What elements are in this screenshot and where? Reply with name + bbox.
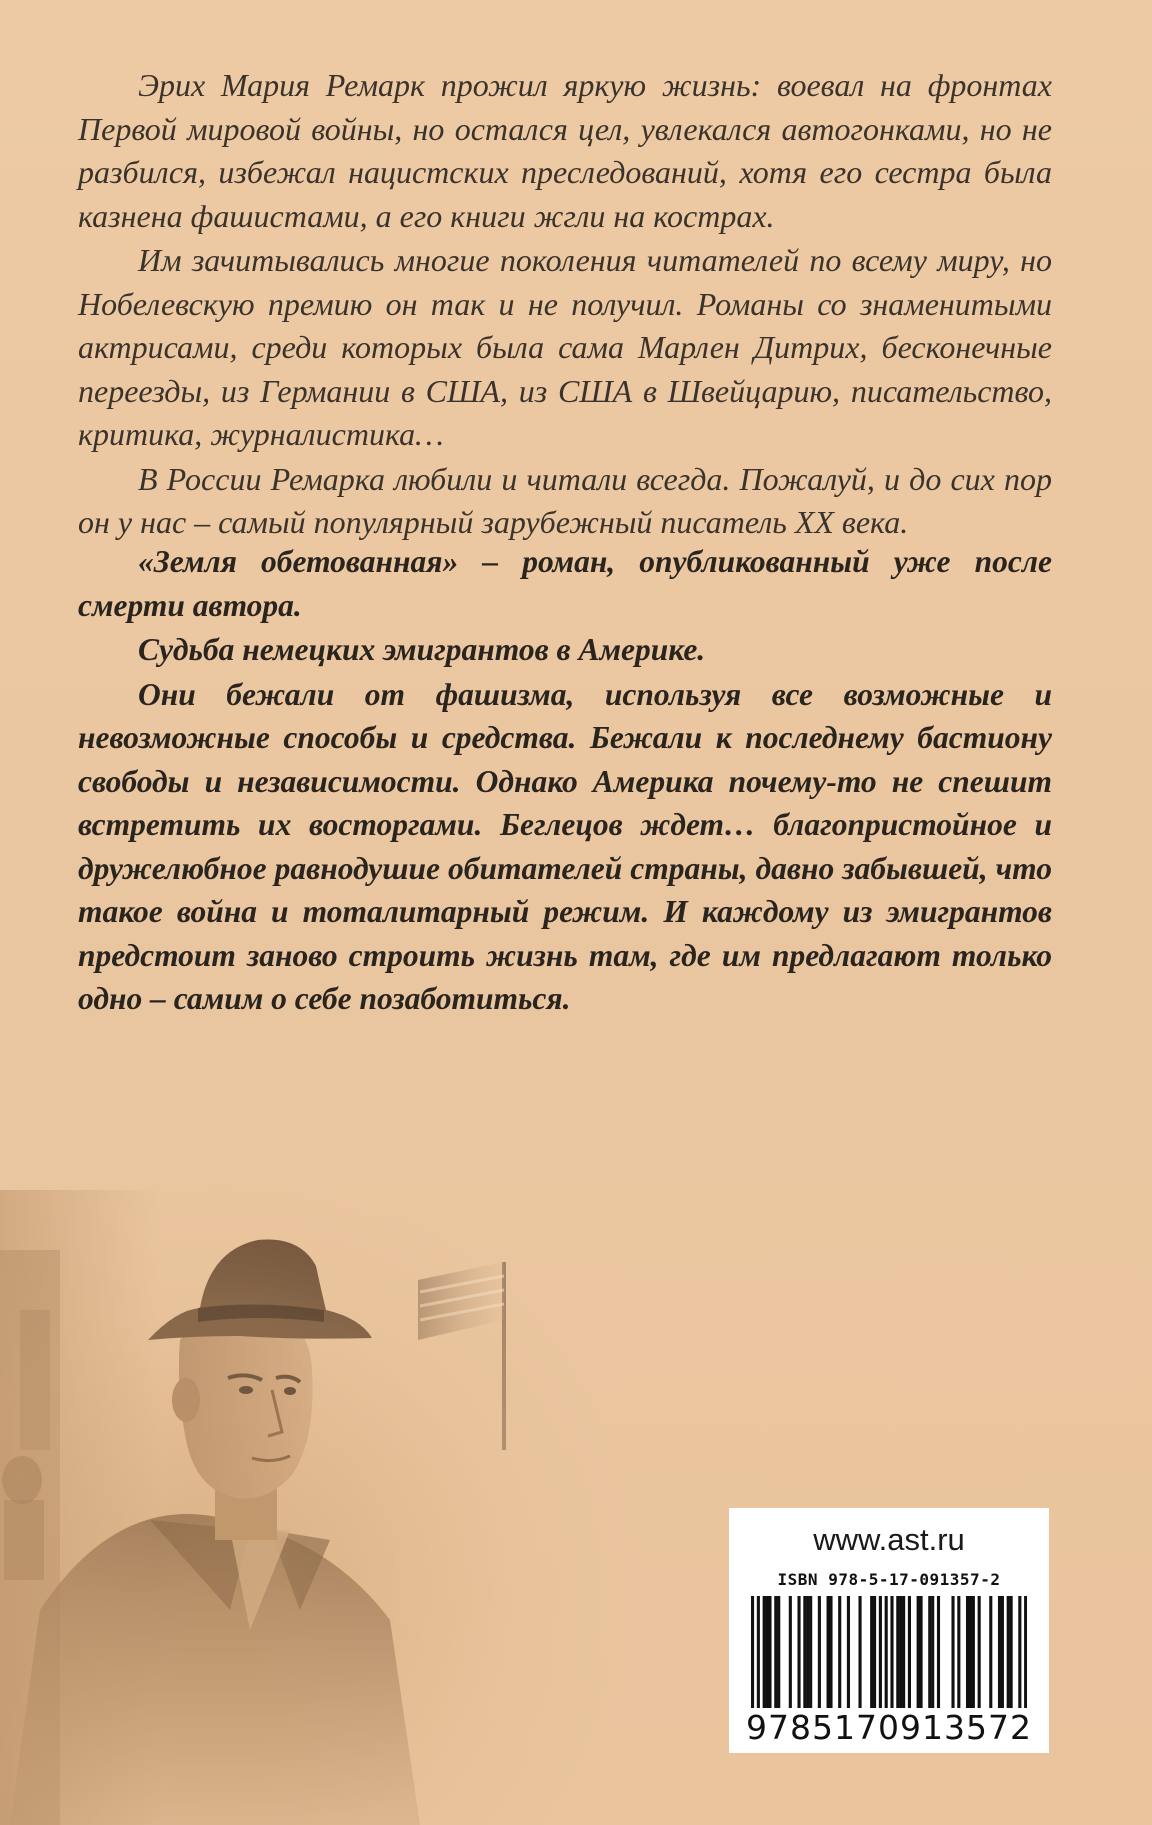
summary-paragraph: Судьба немецких эмигрантов в Америке.	[138, 632, 706, 667]
barcode-bar	[969, 1596, 972, 1716]
barcode-bar	[818, 1596, 821, 1716]
barcode-bar	[920, 1596, 923, 1716]
barcode-bar	[789, 1596, 792, 1716]
barcode-bar	[751, 1596, 754, 1716]
barcode-bar	[890, 1596, 893, 1716]
isbn-text: ISBN 978-5-17-091357-2	[777, 1570, 1001, 1589]
bio-paragraph: Им зачитывались многие поколения читателей по всему миру, но Нобелевскую премию он так и не получил. Романы со знаменитыми актрисами, среди которых была сама Марлен Дитрих, бесконечные переезды, из Германии в США, из США в Швейцарию, писательство, критика, журналистика…	[78, 242, 1052, 452]
barcode-bar	[899, 1596, 902, 1716]
barcode-bar	[797, 1596, 800, 1716]
barcode-bar	[774, 1596, 777, 1716]
barcode-bar	[917, 1596, 920, 1716]
barcode-bar	[957, 1596, 960, 1716]
barcode-bar	[768, 1596, 771, 1716]
bio-paragraph: Эрих Мария Ремарк прожил яркую жизнь: воевал на фронтах Первой мировой войны, но остался цел, увлекался автогонками, но не разбился, избежал нацистских преследований, хотя его сестра была казнена фашистами, а его книги жгли на кострах.	[78, 67, 1052, 234]
barcode-bar	[873, 1596, 876, 1716]
barcode-bar	[809, 1596, 812, 1716]
barcode-bar	[803, 1596, 806, 1716]
barcode-bar	[766, 1596, 769, 1716]
barcode-bar	[951, 1596, 954, 1716]
barcode-bar	[937, 1596, 940, 1716]
barcode-bar	[885, 1596, 888, 1716]
publisher-website: www.ast.ru	[813, 1522, 965, 1557]
barcode-bar	[1001, 1596, 1004, 1716]
barcode-bar	[757, 1596, 760, 1716]
barcode-bar	[829, 1596, 832, 1716]
book-summary	[78, 540, 1052, 1022]
barcode-bar	[928, 1596, 931, 1716]
barcode-bar	[902, 1596, 905, 1716]
barcode-bar	[978, 1596, 981, 1716]
barcode-bar	[763, 1596, 766, 1716]
barcode-bar	[806, 1596, 809, 1716]
barcode-bar	[966, 1596, 969, 1716]
author-biography	[78, 64, 1052, 546]
barcode-bar	[989, 1596, 992, 1716]
barcode-bar	[972, 1596, 975, 1716]
barcode-bar	[777, 1596, 780, 1716]
barcode-bar	[838, 1596, 841, 1716]
barcode-bar	[1018, 1596, 1021, 1716]
author-photo	[0, 1190, 700, 1825]
summary-paragraph: «Земля обетованная» – роман, опубликованный уже после смерти автора.	[78, 544, 1052, 623]
barcode-bar	[908, 1596, 911, 1716]
photo-left-shadow	[0, 1190, 160, 1825]
barcode-bar	[879, 1596, 882, 1716]
barcode-bar	[1024, 1596, 1027, 1716]
barcode-bar	[870, 1596, 873, 1716]
summary-paragraph: Они бежали от фашизма, используя все возможные и невозможные способы и средства. Бежали к последнему бастиону свободы и независимости. Однако Америка почему-то не спешит встретить их восторгами. Беглецов ждет… благопристойное и дружелюбное равнодушие обитателей страны, давно забывшей, что такое война и тоталитарный режим. И каждому из эмигрантов предстоит заново строить жизнь там, где им предлагают только одно – самим о себе позаботиться.	[78, 676, 1052, 1016]
barcode-bar	[858, 1596, 861, 1716]
barcode-bar	[1010, 1596, 1013, 1716]
barcode-bar	[1007, 1596, 1010, 1716]
barcode-bar	[847, 1596, 850, 1716]
barcode-bar	[896, 1596, 899, 1716]
bio-paragraph: В России Ремарка любили и читали всегда. Пожалуй, и до сих пор он у нас – самый популярный зарубежный писатель XX века.	[78, 460, 1052, 540]
ean-barcode	[751, 1596, 1027, 1716]
barcode-label	[729, 1508, 1049, 1753]
barcode-bar	[931, 1596, 934, 1716]
ean-digits: 9785170913572	[737, 1708, 1041, 1748]
barcode-bar	[998, 1596, 1001, 1716]
barcode-bar	[827, 1596, 830, 1716]
